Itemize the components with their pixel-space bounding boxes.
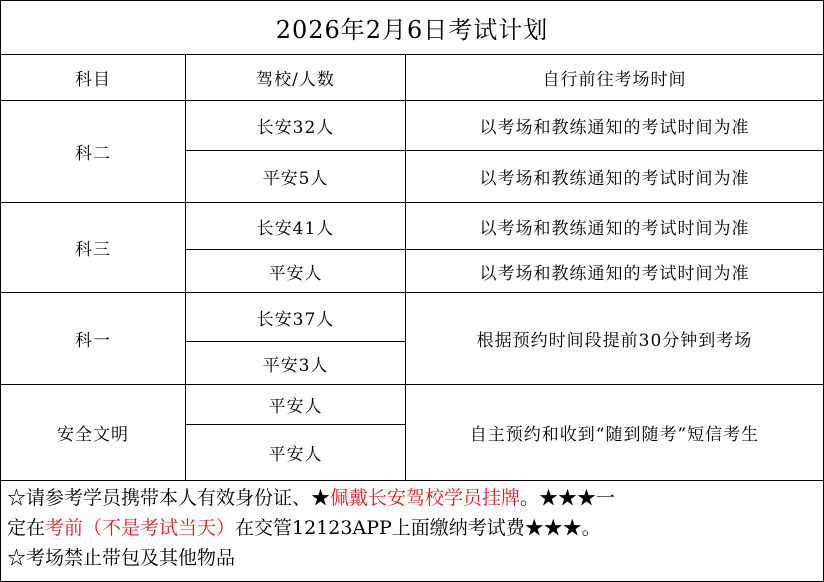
time-cell: 自主预约和收到“随到随考”短信考生 xyxy=(469,425,760,445)
time-cell: 以考场和教练通知的考试时间为准 xyxy=(479,118,750,138)
school-cell: 长安37人 xyxy=(256,309,335,330)
note-highlight: 佩戴长安驾校学员挂牌 xyxy=(330,487,521,509)
school-cell: 长安32人 xyxy=(256,118,335,138)
subject-cell: 科三 xyxy=(1,203,186,292)
subject-cell: 安全文明 xyxy=(1,385,186,480)
header-time: 自行前往考场时间 xyxy=(542,70,687,90)
header-subject: 科目 xyxy=(1,55,186,100)
note-line-1: ☆请参考学员携带本人有效身份证、★佩戴长安驾校学员挂牌。★★★一 xyxy=(7,487,616,509)
note-highlight: 考前（不是考试当天） xyxy=(45,517,236,539)
school-cell: 平安5人 xyxy=(262,169,329,189)
school-cell: 平安3人 xyxy=(262,355,329,376)
group-safety xyxy=(1,385,823,481)
note-line-3: ☆考场禁止带包及其他物品 xyxy=(7,547,236,569)
group-subject-2 xyxy=(1,101,823,203)
table-header-row xyxy=(1,55,823,101)
school-cell: 长安41人 xyxy=(256,218,335,239)
page-title: 2026年2月6日考试计划 xyxy=(1,1,823,55)
notes-block xyxy=(7,483,819,573)
subject-cell: 科二 xyxy=(1,101,186,202)
time-cell: 以考场和教练通知的考试时间为准 xyxy=(479,169,750,189)
group-subject-3 xyxy=(1,203,823,293)
group-subject-1 xyxy=(1,293,823,385)
school-cell: 平安人 xyxy=(268,445,323,465)
header-school: 驾校/人数 xyxy=(186,55,406,100)
school-cell: 平安人 xyxy=(268,263,323,284)
time-cell: 以考场和教练通知的考试时间为准 xyxy=(479,218,750,239)
note-line-2: 定在考前（不是考试当天）在交管12123APP上面缴纳考试费★★★。 xyxy=(7,517,601,539)
time-cell: 根据预约时间段提前30分钟到考场 xyxy=(476,331,753,351)
time-cell: 以考场和教练通知的考试时间为准 xyxy=(479,263,750,284)
school-cell: 平安人 xyxy=(268,397,323,417)
subject-cell: 科一 xyxy=(1,293,186,384)
